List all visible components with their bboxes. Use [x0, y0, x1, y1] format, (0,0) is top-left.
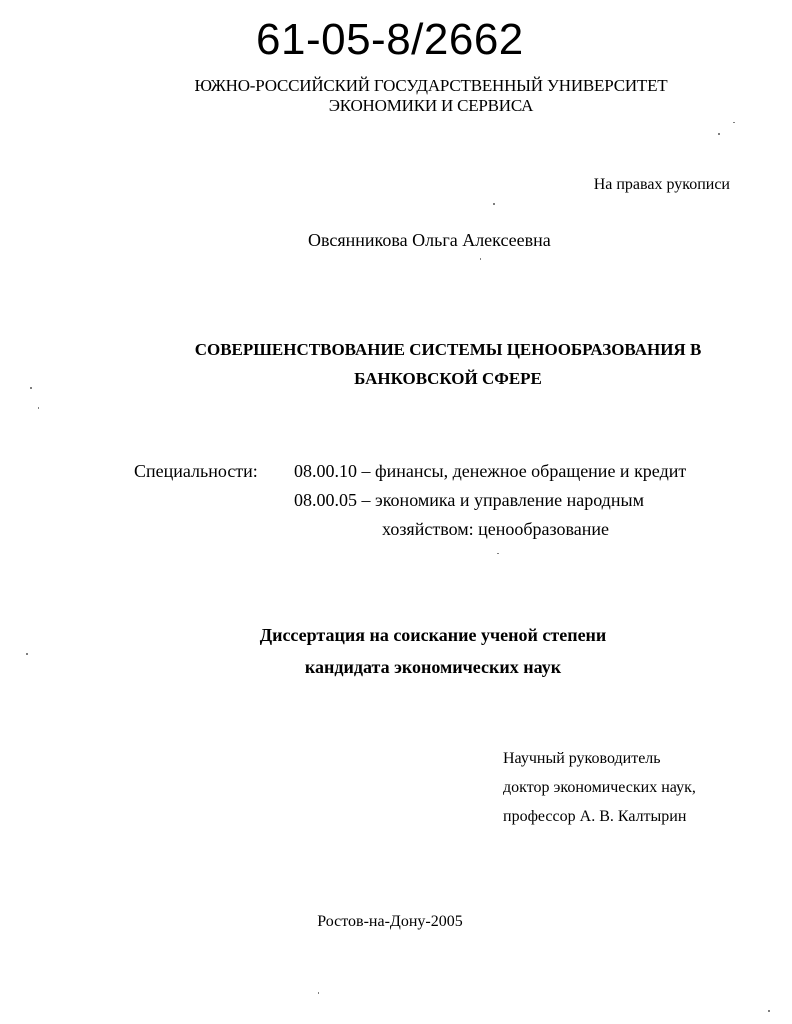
archive-stamp-number: 61-05-8/2662	[256, 15, 524, 64]
specialty-item-2: 08.00.05 – экономика и управление народным	[294, 490, 644, 510]
scan-speck	[733, 122, 735, 123]
scan-speck	[480, 258, 481, 260]
university-name-line-1: ЮЖНО-РОССИЙСКИЙ ГОСУДАРСТВЕННЫЙ УНИВЕРСИТЕТ	[194, 76, 668, 95]
advisor-name: профессор А. В. Калтырин	[503, 808, 687, 825]
scan-speck	[318, 992, 319, 994]
scan-speck	[38, 407, 39, 409]
specialties-label: Специальности:	[134, 461, 258, 481]
advisor-degree: доктор экономических наук,	[503, 779, 696, 796]
scan-speck	[768, 1010, 770, 1012]
author-name: Овсянникова Ольга Алексеевна	[308, 230, 551, 250]
scan-speck	[497, 553, 499, 554]
manuscript-rights-note: На правах рукописи	[593, 176, 730, 193]
advisor-role: Научный руководитель	[503, 750, 661, 767]
dissertation-title-line-1: СОВЕРШЕНСТВОВАНИЕ СИСТЕМЫ ЦЕНООБРАЗОВАНИЯ В	[194, 340, 702, 359]
dissertation-title-line-2: БАНКОВСКОЙ СФЕРЕ	[354, 369, 542, 388]
degree-statement-line-1: Диссертация на соискание ученой степени	[259, 625, 607, 645]
scan-speck	[718, 133, 720, 135]
scan-speck	[30, 387, 32, 389]
city-and-year: Ростов-на-Дону-2005	[317, 913, 463, 930]
specialty-item-2-continuation: хозяйством: ценообразование	[382, 519, 610, 539]
scan-speck	[26, 653, 28, 655]
university-name-line-2: ЭКОНОМИКИ И СЕРВИСА	[328, 96, 534, 115]
specialty-item-1: 08.00.10 – финансы, денежное обращение и кредит	[294, 461, 687, 481]
degree-statement-line-2: кандидата экономических наук	[304, 657, 562, 677]
scan-speck	[493, 203, 495, 205]
